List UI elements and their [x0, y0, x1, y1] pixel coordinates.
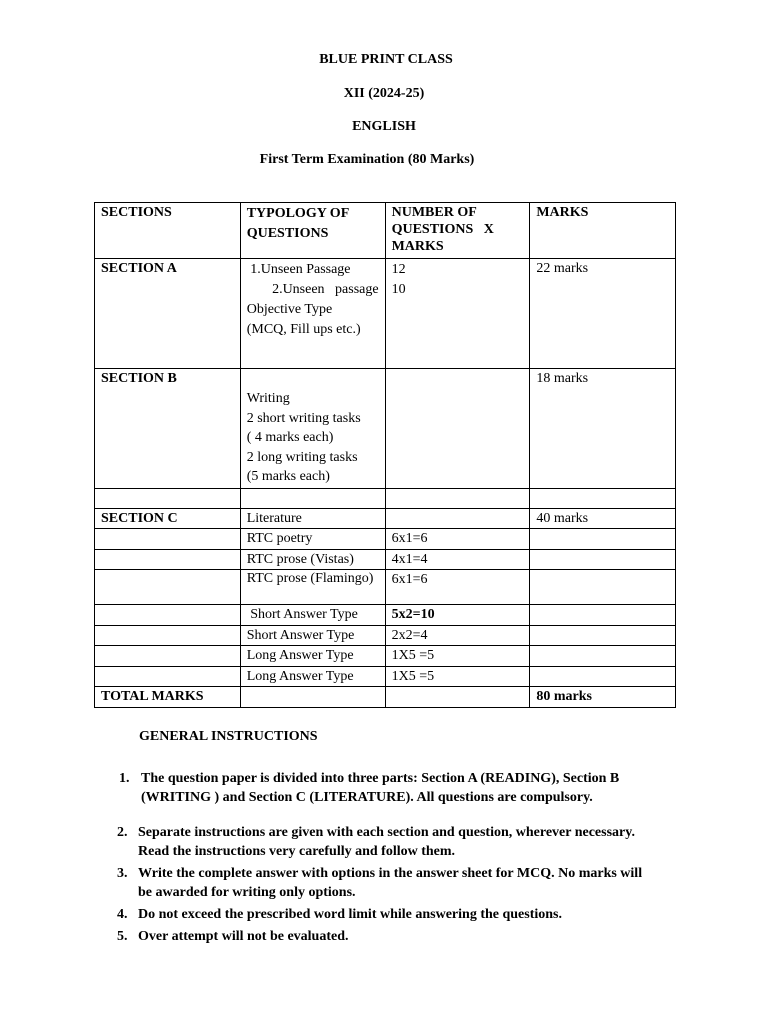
total-label: TOTAL MARKS — [95, 687, 241, 708]
header-number: NUMBER OF QUESTIONS X MARKS — [385, 203, 530, 259]
empty-cell — [95, 529, 241, 550]
section-a-marks: 22 marks — [530, 259, 676, 369]
section-b-label: SECTION B — [95, 369, 241, 489]
question-type: Long Answer Type — [240, 666, 385, 687]
table-row — [95, 508, 676, 529]
instruction-number: 1. — [119, 771, 130, 786]
table-row — [95, 666, 676, 687]
typology-line: Writing — [246, 391, 290, 406]
empty-cell — [95, 488, 241, 508]
row-marks — [530, 605, 676, 626]
total-row — [95, 687, 676, 708]
instruction-item — [117, 905, 658, 924]
table-row — [95, 570, 676, 605]
blueprint-table — [94, 202, 676, 708]
question-type: RTC prose (Flamingo) — [240, 570, 385, 605]
empty-cell — [95, 646, 241, 667]
section-a-typology — [240, 259, 385, 369]
row-marks — [530, 625, 676, 646]
instruction-text: Write the complete answer with options in the answer sheet for MCQ. No marks will be awarded for writing only options. — [138, 866, 643, 900]
typology-line: 1.Unseen Passage — [246, 262, 351, 277]
table-row — [95, 549, 676, 570]
header-marks: MARKS — [530, 203, 676, 259]
table-header-row — [95, 203, 676, 259]
typology-line: 2.Unseen passage — [272, 282, 379, 297]
question-count: 6x1=6 — [385, 570, 530, 605]
class-year: XII (2024-25) — [343, 86, 425, 101]
document-title: BLUE PRINT CLASS — [319, 52, 453, 67]
table-row — [95, 259, 676, 369]
table-row — [95, 529, 676, 550]
instructions-heading: GENERAL INSTRUCTIONS — [139, 729, 318, 744]
instruction-text: The question paper is divided into three parts: Section A (READING), Section B (WRITING ) and Section C (LITERATURE). All questions are compulsory. — [141, 771, 620, 805]
row-marks — [530, 666, 676, 687]
empty-cell — [95, 625, 241, 646]
typology-line: (5 marks each) — [246, 469, 330, 484]
instruction-text: Do not exceed the prescribed word limit while answering the questions. — [138, 907, 562, 922]
question-type: Short Answer Type — [240, 605, 385, 626]
subject: ENGLISH — [352, 119, 416, 134]
question-count: 6x1=6 — [385, 529, 530, 550]
number-line: 10 — [391, 282, 406, 297]
instruction-number: 5. — [117, 929, 128, 944]
empty-cell — [530, 488, 676, 508]
instruction-number: 2. — [117, 825, 128, 840]
instruction-item — [117, 927, 658, 946]
row-marks — [530, 570, 676, 605]
question-type: Short Answer Type — [240, 625, 385, 646]
empty-cell — [95, 605, 241, 626]
empty-cell — [95, 666, 241, 687]
section-c-num — [385, 508, 530, 529]
empty-cell — [95, 549, 241, 570]
header-sections: SECTIONS — [95, 203, 241, 259]
instruction-item — [117, 823, 658, 861]
number-line: 12 — [391, 262, 406, 277]
question-type: Long Answer Type — [240, 646, 385, 667]
question-count: 4x1=4 — [385, 549, 530, 570]
instructions-list — [119, 769, 681, 807]
section-c-type: Literature — [240, 508, 385, 529]
exam-name: First Term Examination (80 Marks) — [259, 152, 475, 167]
instructions-list — [117, 823, 658, 946]
section-c-marks: 40 marks — [530, 508, 676, 529]
section-a-label: SECTION A — [95, 259, 241, 369]
instruction-item — [119, 769, 681, 807]
row-marks — [530, 549, 676, 570]
question-count: 2x2=4 — [385, 625, 530, 646]
question-type: RTC prose (Vistas) — [240, 549, 385, 570]
total-marks: 80 marks — [530, 687, 676, 708]
question-count: 1X5 =5 — [385, 666, 530, 687]
typology-line: 2 short writing tasks — [246, 410, 361, 426]
header-typology: TYPOLOGY OF QUESTIONS — [240, 203, 385, 259]
instruction-number: 4. — [117, 907, 128, 922]
section-c-label: SECTION C — [95, 508, 241, 529]
table-row — [95, 646, 676, 667]
empty-cell — [95, 570, 241, 605]
instruction-number: 3. — [117, 866, 128, 881]
section-b-numbers — [385, 369, 530, 489]
instruction-text: Separate instructions are given with each section and question, wherever necessary. Read the instructions very carefully and follow them. — [138, 825, 635, 859]
typology-line: (MCQ, Fill ups etc.) — [246, 322, 361, 337]
question-count: 1X5 =5 — [385, 646, 530, 667]
question-type: RTC poetry — [240, 529, 385, 550]
empty-cell — [385, 488, 530, 508]
typology-line: 2 long writing tasks — [246, 449, 358, 465]
typology-line: Objective Type — [246, 302, 333, 317]
row-marks — [530, 646, 676, 667]
section-b-typology — [240, 369, 385, 489]
table-row — [95, 625, 676, 646]
table-row-empty — [95, 488, 676, 508]
section-b-marks: 18 marks — [530, 369, 676, 489]
instruction-item — [117, 864, 658, 902]
row-marks — [530, 529, 676, 550]
table-row — [95, 369, 676, 489]
question-count: 5x2=10 — [385, 605, 530, 626]
empty-cell — [240, 687, 385, 708]
typology-line: ( 4 marks each) — [246, 430, 334, 445]
section-a-numbers — [385, 259, 530, 369]
empty-cell — [385, 687, 530, 708]
table-row — [95, 605, 676, 626]
empty-cell — [240, 488, 385, 508]
instruction-text: Over attempt will not be evaluated. — [138, 929, 349, 944]
